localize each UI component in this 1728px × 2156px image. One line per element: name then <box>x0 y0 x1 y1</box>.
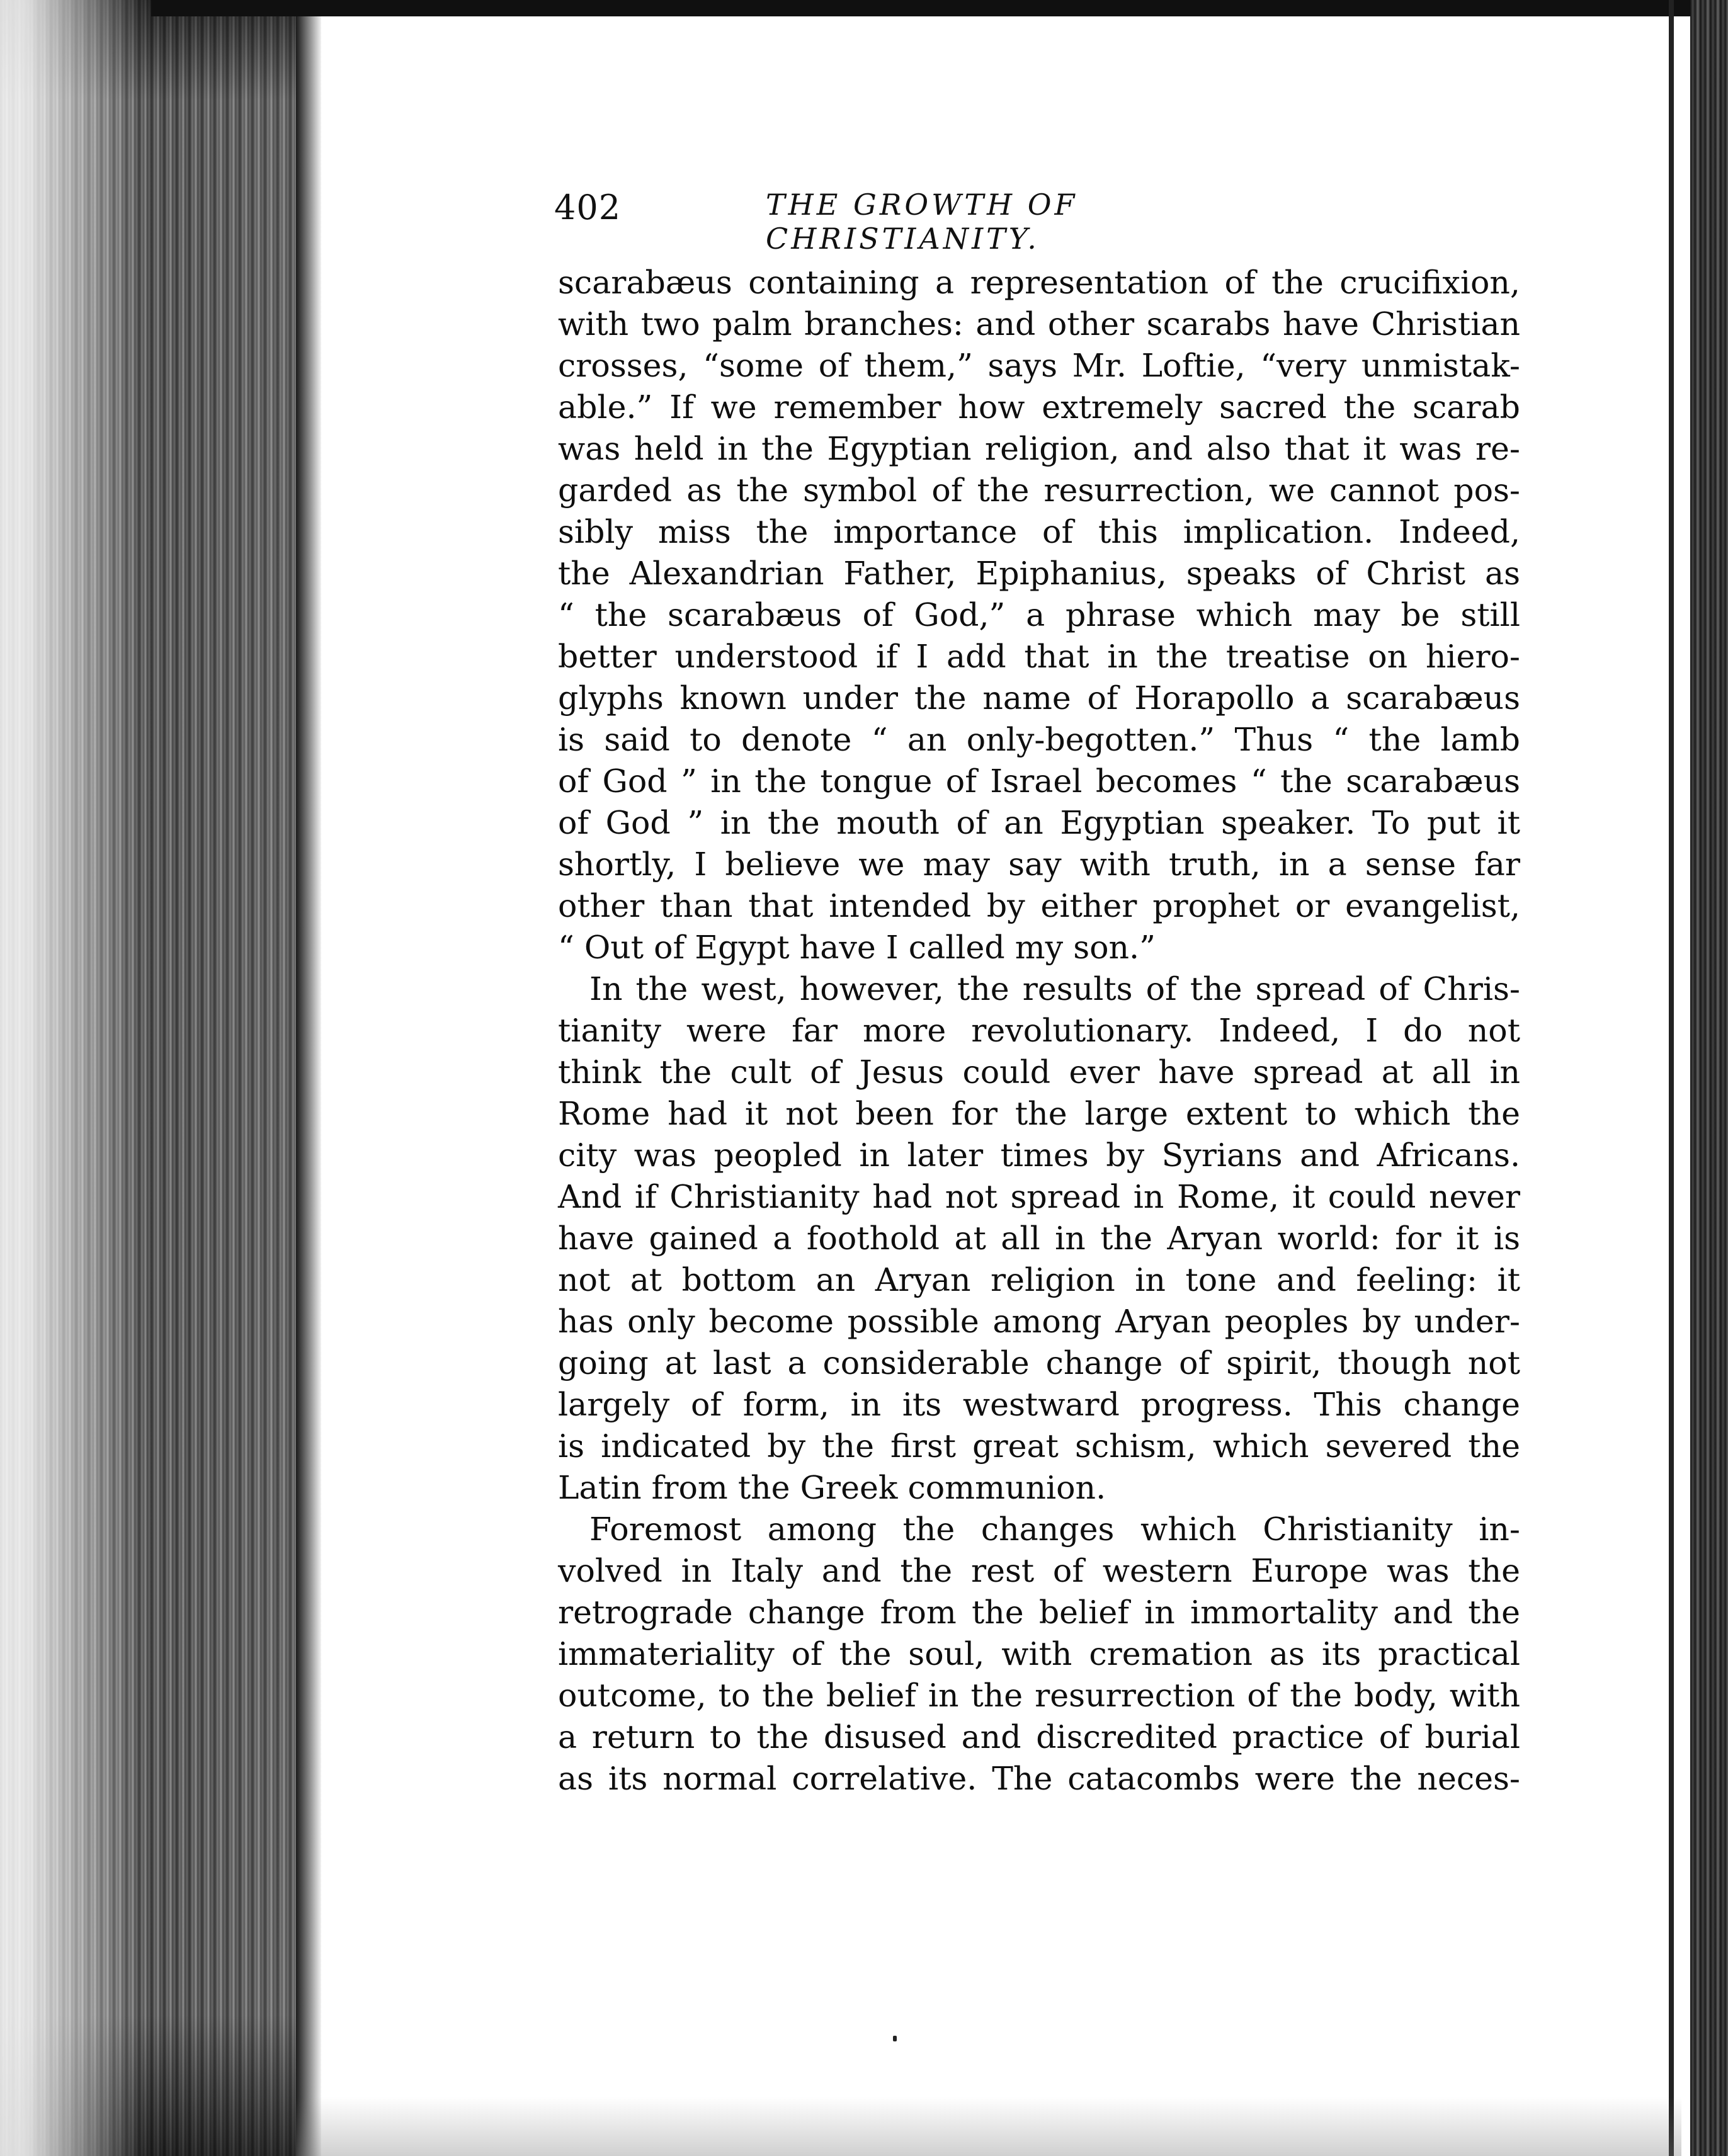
text-line: is indicated by the first great schism, which severed the <box>558 1427 1520 1465</box>
text-line: shortly, I believe we may say with truth, in a sense far <box>558 846 1520 883</box>
text-line: largely of form, in its westward progress. This change <box>558 1386 1520 1423</box>
body-text <box>558 262 1520 1800</box>
text-line: has only become possible among Aryan peoples by under- <box>558 1303 1520 1340</box>
text-line: outcome, to the belief in the resurrection of the body, with <box>558 1677 1520 1714</box>
text-line: glyphs known under the name of Horapollo a scarabæus <box>558 679 1520 717</box>
text-line: crosses, “some of them,” says Mr. Loftie, “very unmistak- <box>558 347 1520 384</box>
text-line: Latin from the Greek communion. <box>558 1469 1106 1506</box>
text-line: the Alexandrian Father, Epiphanius, speaks of Christ as <box>558 555 1520 592</box>
page-gutter <box>296 0 321 2156</box>
text-line: as its normal correlative. The catacombs were the neces- <box>558 1760 1520 1797</box>
text-line: “ the scarabæus of God,” a phrase which may be still <box>558 596 1520 633</box>
text-line: going at last a considerable change of spirit, though not <box>558 1344 1520 1382</box>
right-scan-border <box>1690 0 1728 2156</box>
page-number: 402 <box>554 188 622 227</box>
text-line: immateriality of the soul, with cremation as its practical <box>558 1635 1520 1672</box>
text-line: In the west, however, the results of the spread of Chris- <box>589 970 1520 1007</box>
text-line: sibly miss the importance of this implication. Indeed, <box>558 513 1520 550</box>
text-line: able.” If we remember how extremely sacred the scarab <box>558 389 1520 426</box>
text-line: of God ” in the tongue of Israel becomes “ the scarabæus <box>558 763 1520 800</box>
text-line: is said to denote “ an only-begotten.” Thus “ the lamb <box>558 721 1520 758</box>
bottom-page-shadow <box>296 2097 1681 2156</box>
text-line: was held in the Egyptian religion, and also that it was re- <box>558 430 1520 467</box>
running-title: THE GROWTH OF CHRISTIANITY. <box>766 188 1078 256</box>
text-line: have gained a foothold at all in the Aryan world: for it is <box>558 1220 1520 1257</box>
right-page-edge-line <box>1669 0 1674 2156</box>
text-line: volved in Italy and the rest of western Europe was the <box>558 1552 1520 1589</box>
text-line: not at bottom an Aryan religion in tone and feeling: it <box>558 1261 1520 1298</box>
text-line: Rome had it not been for the large extent to which the <box>558 1095 1520 1132</box>
text-line: think the cult of Jesus could ever have spread at all in <box>558 1053 1520 1091</box>
text-line: garded as the symbol of the resurrection, we cannot pos- <box>558 472 1520 509</box>
text-line: city was peopled in later times by Syrians and Africans. <box>558 1137 1520 1174</box>
left-margin-shadow <box>0 0 145 2156</box>
running-header <box>554 183 1348 256</box>
text-line: of God ” in the mouth of an Egyptian speaker. To put it <box>558 804 1520 841</box>
text-line: “ Out of Egypt have I called my son.” <box>558 929 1156 966</box>
text-line: tianity were far more revolutionary. Indeed, I do not <box>558 1012 1520 1049</box>
top-scan-border <box>151 0 1728 16</box>
text-line: a return to the disused and discredited practice of burial <box>558 1718 1520 1756</box>
text-line: with two palm branches: and other scarabs have Christian <box>558 305 1520 343</box>
text-line: other than that intended by either prophet or evangelist, <box>558 887 1520 924</box>
text-line: Foremost among the changes which Christianity in- <box>589 1511 1520 1548</box>
text-line: retrograde change from the belief in immortality and the <box>558 1594 1520 1631</box>
text-line: scarabæus containing a representation of the crucifixion, <box>558 264 1520 301</box>
text-line: And if Christianity had not spread in Rome, it could never <box>558 1178 1520 1215</box>
text-line: better understood if I add that in the treatise on hiero- <box>558 638 1520 675</box>
scan-speck <box>893 2036 897 2041</box>
